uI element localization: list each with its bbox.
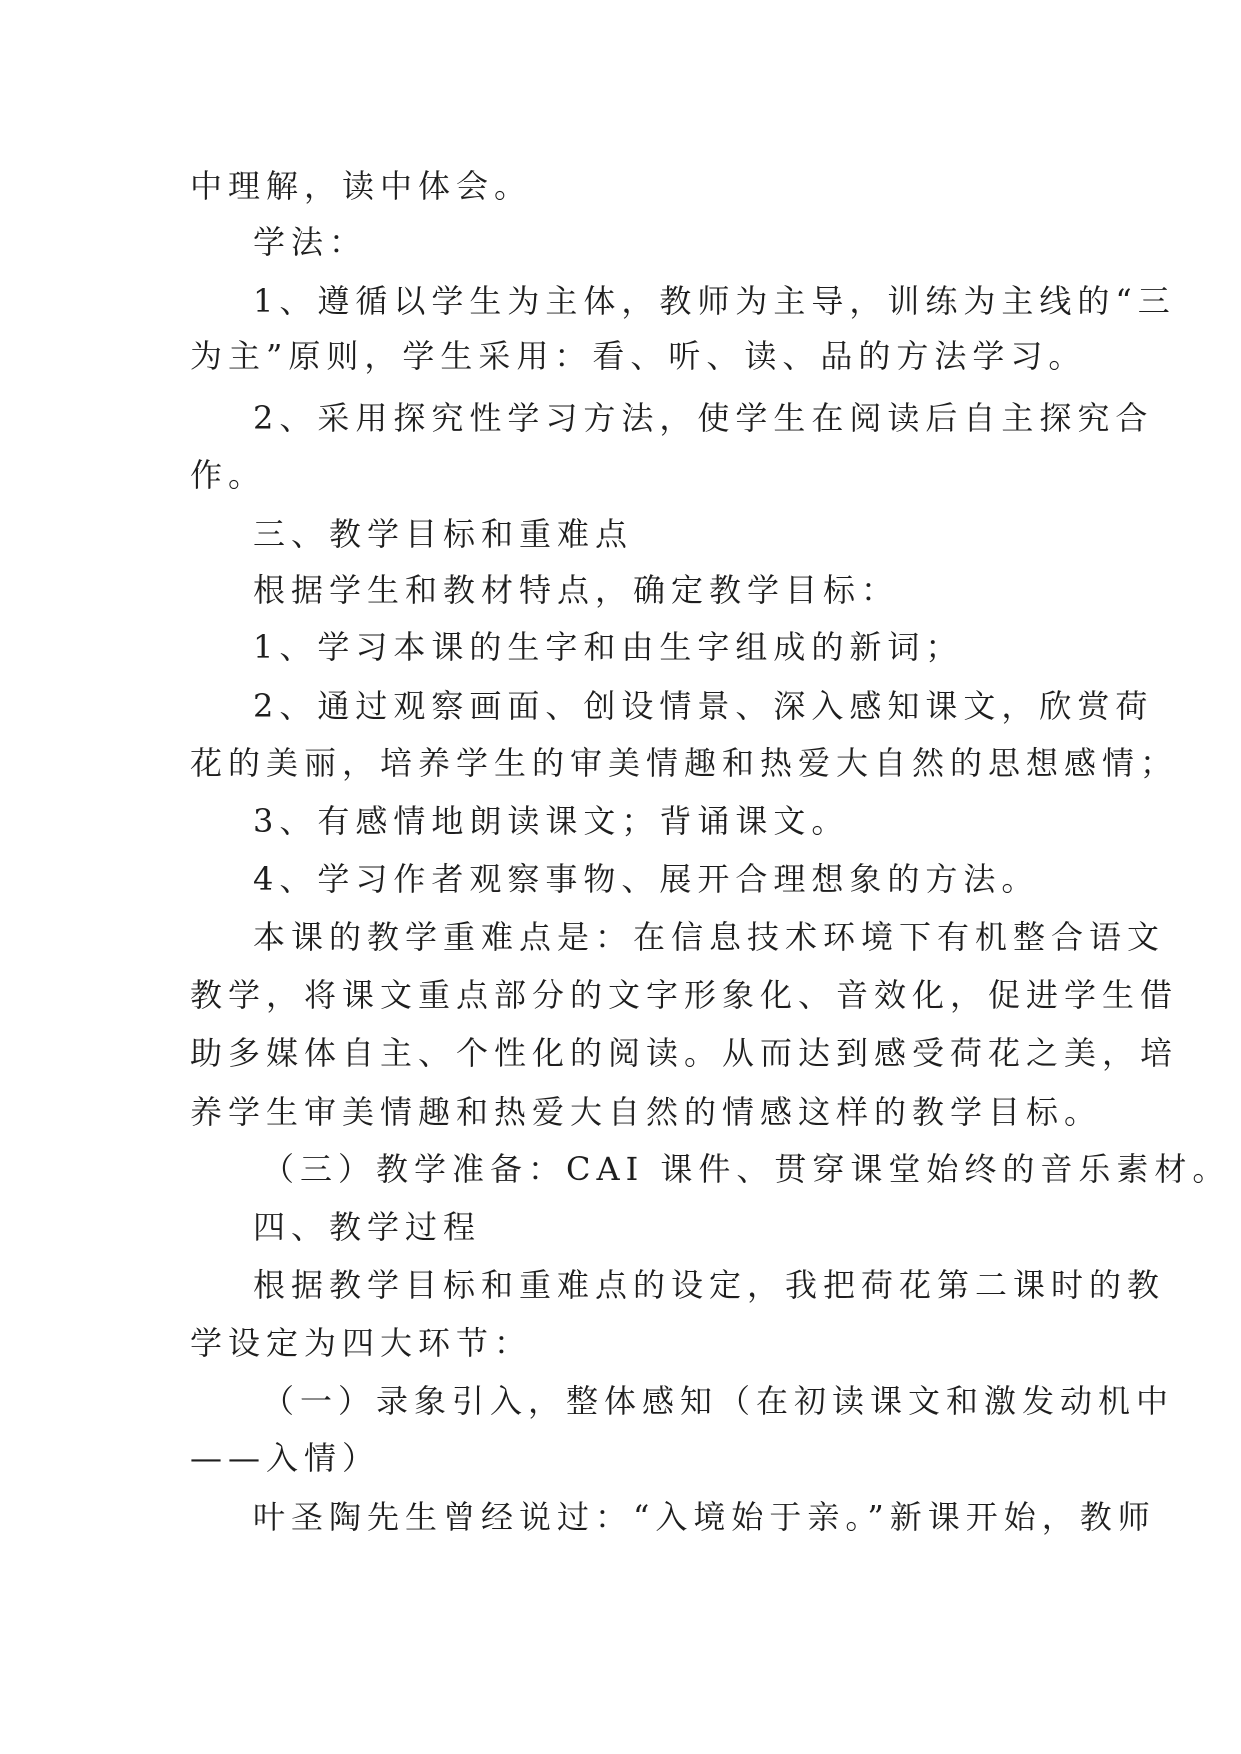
text-line: 中理解，读中体会。 xyxy=(190,167,533,205)
text-line: ——入情） xyxy=(190,1439,381,1477)
text-line: 花的美丽，培养学生的审美情趣和热爱大自然的思想感情； xyxy=(190,744,1179,782)
text-line: 学法： xyxy=(253,223,368,261)
section-heading: 三、教学目标和重难点 xyxy=(253,515,634,553)
text-line: 根据学生和教材特点，确定教学目标： xyxy=(253,571,900,609)
text-line: （三）教学准备：CAI 课件、贯穿课堂始终的音乐素材。 xyxy=(262,1150,1231,1188)
text-line: 1、学习本课的生字和由生字组成的新词； xyxy=(253,628,964,666)
text-line: 1、遵循以学生为主体，教师为主导，训练为主线的“三 xyxy=(253,282,1176,320)
text-line: 3、有感情地朗读课文；背诵课文。 xyxy=(253,802,850,840)
text-line: 本课的教学重难点是：在信息技术环境下有机整合语文 xyxy=(253,918,1166,956)
text-line: 2、采用探究性学习方法，使学生在阅读后自主探究合 xyxy=(253,399,1154,437)
text-line: 养学生审美情趣和热爱大自然的情感这样的教学目标。 xyxy=(190,1093,1103,1131)
text-line: 叶圣陶先生曾经说过：“入境始于亲。”新课开始，教师 xyxy=(253,1498,1156,1536)
text-line: 作。 xyxy=(190,456,267,494)
text-line: 教学，将课文重点部分的文字形象化、音效化，促进学生借 xyxy=(190,976,1179,1014)
text-line: （一）录象引入，整体感知（在初读课文和激发动机中 xyxy=(262,1382,1175,1420)
text-line: 为主”原则，学生采用：看、听、读、品的方法学习。 xyxy=(190,337,1087,375)
text-line: 4、学习作者观察事物、展开合理想象的方法。 xyxy=(253,860,1040,898)
text-line: 学设定为四大环节： xyxy=(190,1324,533,1362)
section-heading: 四、教学过程 xyxy=(253,1208,482,1246)
text-line: 助多媒体自主、个性化的阅读。从而达到感受荷花之美，培 xyxy=(190,1034,1179,1072)
text-line: 2、通过观察画面、创设情景、深入感知课文，欣赏荷 xyxy=(253,687,1154,725)
text-line: 根据教学目标和重难点的设定，我把荷花第二课时的教 xyxy=(253,1266,1166,1304)
